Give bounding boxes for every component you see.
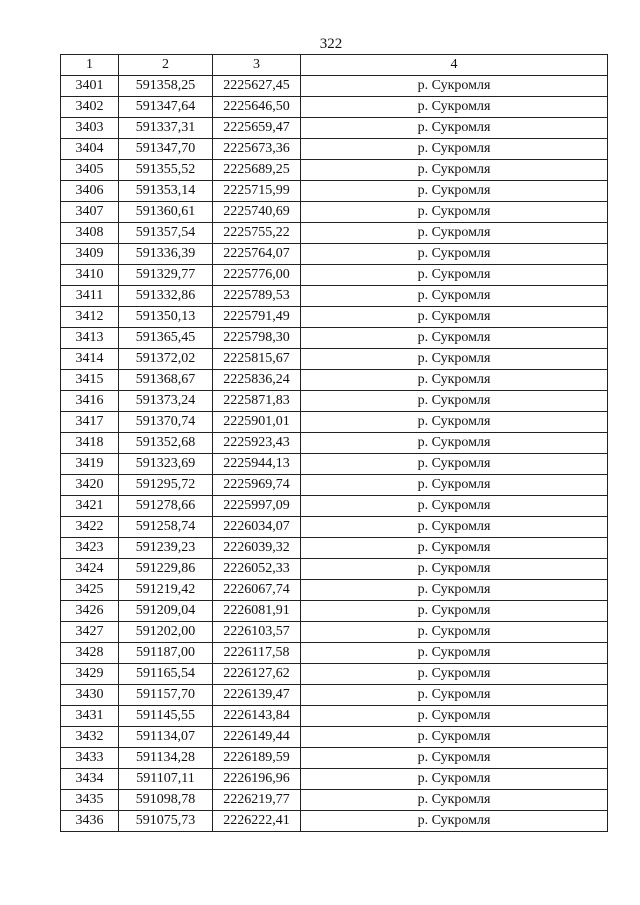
y-coordinate-cell: 2225755,22 xyxy=(213,223,301,244)
table-row xyxy=(61,622,608,643)
point-number-cell: 3417 xyxy=(61,412,119,433)
y-coordinate-cell: 2225901,01 xyxy=(213,412,301,433)
y-coordinate-cell: 2225659,47 xyxy=(213,118,301,139)
y-coordinate-cell: 2226052,33 xyxy=(213,559,301,580)
point-number-cell: 3414 xyxy=(61,349,119,370)
x-coordinate-cell: 591295,72 xyxy=(119,475,213,496)
x-coordinate-cell: 591239,23 xyxy=(119,538,213,559)
y-coordinate-cell: 2226081,91 xyxy=(213,601,301,622)
y-coordinate-cell: 2225715,99 xyxy=(213,181,301,202)
x-coordinate-cell: 591358,25 xyxy=(119,76,213,97)
point-number-cell: 3419 xyxy=(61,454,119,475)
y-coordinate-cell: 2225798,30 xyxy=(213,328,301,349)
x-coordinate-cell: 591357,54 xyxy=(119,223,213,244)
x-coordinate-cell: 591157,70 xyxy=(119,685,213,706)
description-cell: р. Сукромля xyxy=(301,769,608,790)
y-coordinate-cell: 2225776,00 xyxy=(213,265,301,286)
point-number-cell: 3430 xyxy=(61,685,119,706)
description-cell: р. Сукромля xyxy=(301,538,608,559)
point-number-cell: 3431 xyxy=(61,706,119,727)
table-row xyxy=(61,664,608,685)
table-row xyxy=(61,181,608,202)
point-number-cell: 3402 xyxy=(61,97,119,118)
description-cell: р. Сукромля xyxy=(301,76,608,97)
point-number-cell: 3411 xyxy=(61,286,119,307)
description-cell: р. Сукромля xyxy=(301,601,608,622)
point-number-cell: 3406 xyxy=(61,181,119,202)
point-number-cell: 3418 xyxy=(61,433,119,454)
x-coordinate-cell: 591187,00 xyxy=(119,643,213,664)
table-row xyxy=(61,496,608,517)
x-coordinate-cell: 591365,45 xyxy=(119,328,213,349)
point-number-cell: 3416 xyxy=(61,391,119,412)
x-coordinate-cell: 591373,24 xyxy=(119,391,213,412)
table-row xyxy=(61,349,608,370)
description-cell: р. Сукромля xyxy=(301,454,608,475)
table-row xyxy=(61,412,608,433)
y-coordinate-cell: 2225923,43 xyxy=(213,433,301,454)
x-coordinate-cell: 591098,78 xyxy=(119,790,213,811)
description-cell: р. Сукромля xyxy=(301,160,608,181)
point-number-cell: 3401 xyxy=(61,76,119,97)
x-coordinate-cell: 591360,61 xyxy=(119,202,213,223)
point-number-cell: 3404 xyxy=(61,139,119,160)
table-row xyxy=(61,748,608,769)
table-row xyxy=(61,580,608,601)
table-row xyxy=(61,559,608,580)
description-cell: р. Сукромля xyxy=(301,706,608,727)
table-row xyxy=(61,223,608,244)
x-coordinate-cell: 591352,68 xyxy=(119,433,213,454)
y-coordinate-cell: 2226222,41 xyxy=(213,811,301,832)
point-number-cell: 3429 xyxy=(61,664,119,685)
description-cell: р. Сукромля xyxy=(301,475,608,496)
table-row xyxy=(61,286,608,307)
x-coordinate-cell: 591372,02 xyxy=(119,349,213,370)
table-row xyxy=(61,97,608,118)
column-header-4: 4 xyxy=(301,55,608,76)
x-coordinate-cell: 591075,73 xyxy=(119,811,213,832)
description-cell: р. Сукромля xyxy=(301,412,608,433)
x-coordinate-cell: 591332,86 xyxy=(119,286,213,307)
description-cell: р. Сукромля xyxy=(301,181,608,202)
y-coordinate-cell: 2225815,67 xyxy=(213,349,301,370)
description-cell: р. Сукромля xyxy=(301,328,608,349)
description-cell: р. Сукромля xyxy=(301,202,608,223)
point-number-cell: 3410 xyxy=(61,265,119,286)
y-coordinate-cell: 2225689,25 xyxy=(213,160,301,181)
x-coordinate-cell: 591145,55 xyxy=(119,706,213,727)
y-coordinate-cell: 2225740,69 xyxy=(213,202,301,223)
x-coordinate-cell: 591209,04 xyxy=(119,601,213,622)
x-coordinate-cell: 591355,52 xyxy=(119,160,213,181)
description-cell: р. Сукромля xyxy=(301,643,608,664)
table-row xyxy=(61,391,608,412)
y-coordinate-cell: 2225836,24 xyxy=(213,370,301,391)
point-number-cell: 3426 xyxy=(61,601,119,622)
description-cell: р. Сукромля xyxy=(301,244,608,265)
table-row xyxy=(61,601,608,622)
x-coordinate-cell: 591329,77 xyxy=(119,265,213,286)
description-cell: р. Сукромля xyxy=(301,664,608,685)
x-coordinate-cell: 591202,00 xyxy=(119,622,213,643)
table-row xyxy=(61,685,608,706)
x-coordinate-cell: 591353,14 xyxy=(119,181,213,202)
description-cell: р. Сукромля xyxy=(301,265,608,286)
point-number-cell: 3436 xyxy=(61,811,119,832)
x-coordinate-cell: 591336,39 xyxy=(119,244,213,265)
table-row xyxy=(61,454,608,475)
point-number-cell: 3407 xyxy=(61,202,119,223)
point-number-cell: 3423 xyxy=(61,538,119,559)
description-cell: р. Сукромля xyxy=(301,223,608,244)
table-row xyxy=(61,790,608,811)
description-cell: р. Сукромля xyxy=(301,496,608,517)
description-cell: р. Сукромля xyxy=(301,118,608,139)
column-header-2: 2 xyxy=(119,55,213,76)
y-coordinate-cell: 2225646,50 xyxy=(213,97,301,118)
x-coordinate-cell: 591278,66 xyxy=(119,496,213,517)
point-number-cell: 3435 xyxy=(61,790,119,811)
description-cell: р. Сукромля xyxy=(301,580,608,601)
y-coordinate-cell: 2225944,13 xyxy=(213,454,301,475)
y-coordinate-cell: 2226143,84 xyxy=(213,706,301,727)
x-coordinate-cell: 591219,42 xyxy=(119,580,213,601)
description-cell: р. Сукромля xyxy=(301,349,608,370)
point-number-cell: 3408 xyxy=(61,223,119,244)
y-coordinate-cell: 2226117,58 xyxy=(213,643,301,664)
table-row xyxy=(61,769,608,790)
table-row xyxy=(61,538,608,559)
table-row xyxy=(61,727,608,748)
description-cell: р. Сукромля xyxy=(301,748,608,769)
y-coordinate-cell: 2225969,74 xyxy=(213,475,301,496)
point-number-cell: 3420 xyxy=(61,475,119,496)
y-coordinate-cell: 2225789,53 xyxy=(213,286,301,307)
x-coordinate-cell: 591134,28 xyxy=(119,748,213,769)
x-coordinate-cell: 591229,86 xyxy=(119,559,213,580)
y-coordinate-cell: 2225764,07 xyxy=(213,244,301,265)
description-cell: р. Сукромля xyxy=(301,139,608,160)
table-row xyxy=(61,475,608,496)
description-cell: р. Сукромля xyxy=(301,307,608,328)
x-coordinate-cell: 591370,74 xyxy=(119,412,213,433)
y-coordinate-cell: 2226067,74 xyxy=(213,580,301,601)
description-cell: р. Сукромля xyxy=(301,286,608,307)
table-row xyxy=(61,811,608,832)
description-cell: р. Сукромля xyxy=(301,391,608,412)
description-cell: р. Сукромля xyxy=(301,517,608,538)
description-cell: р. Сукромля xyxy=(301,790,608,811)
y-coordinate-cell: 2226127,62 xyxy=(213,664,301,685)
x-coordinate-cell: 591337,31 xyxy=(119,118,213,139)
point-number-cell: 3421 xyxy=(61,496,119,517)
x-coordinate-cell: 591368,67 xyxy=(119,370,213,391)
y-coordinate-cell: 2225791,49 xyxy=(213,307,301,328)
point-number-cell: 3405 xyxy=(61,160,119,181)
table-row xyxy=(61,433,608,454)
x-coordinate-cell: 591323,69 xyxy=(119,454,213,475)
description-cell: р. Сукромля xyxy=(301,685,608,706)
point-number-cell: 3403 xyxy=(61,118,119,139)
y-coordinate-cell: 2226189,59 xyxy=(213,748,301,769)
description-cell: р. Сукромля xyxy=(301,811,608,832)
x-coordinate-cell: 591350,13 xyxy=(119,307,213,328)
y-coordinate-cell: 2226034,07 xyxy=(213,517,301,538)
description-cell: р. Сукромля xyxy=(301,559,608,580)
description-cell: р. Сукромля xyxy=(301,727,608,748)
y-coordinate-cell: 2225997,09 xyxy=(213,496,301,517)
point-number-cell: 3432 xyxy=(61,727,119,748)
point-number-cell: 3424 xyxy=(61,559,119,580)
table-body xyxy=(61,76,608,832)
table-row xyxy=(61,517,608,538)
y-coordinate-cell: 2226139,47 xyxy=(213,685,301,706)
y-coordinate-cell: 2226196,96 xyxy=(213,769,301,790)
table-row xyxy=(61,328,608,349)
point-number-cell: 3434 xyxy=(61,769,119,790)
table-row xyxy=(61,160,608,181)
table-row xyxy=(61,370,608,391)
x-coordinate-cell: 591165,54 xyxy=(119,664,213,685)
point-number-cell: 3428 xyxy=(61,643,119,664)
table-row xyxy=(61,76,608,97)
point-number-cell: 3427 xyxy=(61,622,119,643)
point-number-cell: 3433 xyxy=(61,748,119,769)
table-row xyxy=(61,202,608,223)
page-number: 322 xyxy=(319,36,343,52)
point-number-cell: 3413 xyxy=(61,328,119,349)
point-number-cell: 3409 xyxy=(61,244,119,265)
table-header-row xyxy=(61,55,608,76)
x-coordinate-cell: 591107,11 xyxy=(119,769,213,790)
table-row xyxy=(61,265,608,286)
table-row xyxy=(61,706,608,727)
x-coordinate-cell: 591134,07 xyxy=(119,727,213,748)
column-header-3: 3 xyxy=(213,55,301,76)
description-cell: р. Сукромля xyxy=(301,622,608,643)
point-number-cell: 3422 xyxy=(61,517,119,538)
y-coordinate-cell: 2226039,32 xyxy=(213,538,301,559)
x-coordinate-cell: 591347,70 xyxy=(119,139,213,160)
point-number-cell: 3412 xyxy=(61,307,119,328)
y-coordinate-cell: 2226219,77 xyxy=(213,790,301,811)
table-row xyxy=(61,643,608,664)
description-cell: р. Сукромля xyxy=(301,97,608,118)
description-cell: р. Сукромля xyxy=(301,433,608,454)
table-row xyxy=(61,139,608,160)
y-coordinate-cell: 2225673,36 xyxy=(213,139,301,160)
x-coordinate-cell: 591347,64 xyxy=(119,97,213,118)
y-coordinate-cell: 2226103,57 xyxy=(213,622,301,643)
point-number-cell: 3425 xyxy=(61,580,119,601)
coordinates-table xyxy=(60,54,608,832)
table-row xyxy=(61,244,608,265)
table-row xyxy=(61,118,608,139)
point-number-cell: 3415 xyxy=(61,370,119,391)
x-coordinate-cell: 591258,74 xyxy=(119,517,213,538)
column-header-1: 1 xyxy=(61,55,119,76)
y-coordinate-cell: 2226149,44 xyxy=(213,727,301,748)
y-coordinate-cell: 2225871,83 xyxy=(213,391,301,412)
y-coordinate-cell: 2225627,45 xyxy=(213,76,301,97)
description-cell: р. Сукромля xyxy=(301,370,608,391)
table-row xyxy=(61,307,608,328)
